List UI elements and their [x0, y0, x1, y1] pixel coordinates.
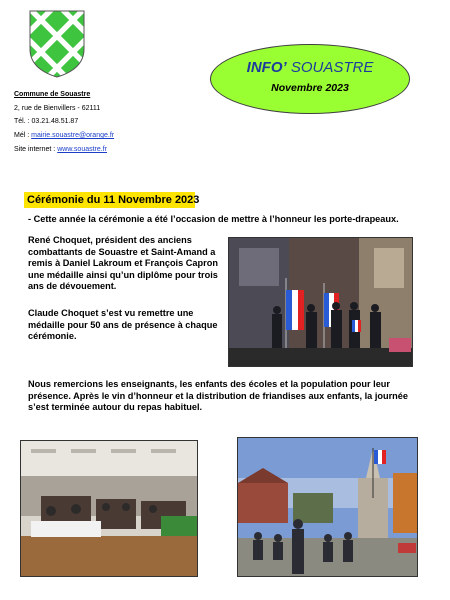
fifty-years-paragraph: Claude Choquet s’est vu remettre une médaille pour 50 ans de présence à chaque cérémonie. [28, 308, 218, 341]
postal-address: 2, rue de Bienvillers - 62111 [14, 105, 101, 112]
monument-photo-drawing [238, 438, 418, 577]
ceremony-photo-drawing [229, 238, 413, 367]
title-bubble [210, 44, 410, 114]
commune-label: Commune de Souastre [14, 91, 91, 98]
banquet-photo-drawing [21, 441, 198, 577]
email-link[interactable]: mairie.souastre@orange.fr [31, 132, 115, 139]
email-prefix: Mél : [14, 132, 32, 139]
section-title: Cérémonie du 11 Novembre 2023 [24, 192, 195, 208]
newsletter-title [210, 59, 410, 76]
newsletter-title-rest: SOUASTRE [286, 59, 374, 76]
newsletter-title-bold: INFO’ [246, 59, 287, 76]
website-line [14, 145, 107, 154]
souastre-coat-of-arms-icon [28, 9, 86, 79]
website-prefix: Site internet : [14, 146, 58, 153]
intro-paragraph: - Cette année la cérémonie a été l’occasion de mettre à l’honneur les porte-drapeaux. [28, 214, 399, 224]
thanks-paragraph: Nous remercions les enseignants, les enfants des écoles et la population pour leur présence. Après le vin d’honneur et la distribution de friandises aux enfants, la journée s’est terminée autour du repas habituel. [28, 379, 409, 412]
medal-paragraph: René Choquet, président des anciens combattants de Souastre et Saint-Amand a remis à Daniel Lakroum et François Capron une médaille ainsi qu’un diplôme pour trois ans de dévouement. [28, 235, 218, 291]
newsletter-date: Novembre 2023 [271, 82, 349, 94]
banquet-photo [20, 440, 198, 577]
monument-photo [237, 437, 418, 577]
phone-number: Tél. : 03.21.48.51.87 [14, 118, 79, 125]
ceremony-photo [228, 237, 413, 367]
website-link[interactable]: www.souastre.fr [57, 146, 107, 153]
email-line [14, 131, 114, 140]
